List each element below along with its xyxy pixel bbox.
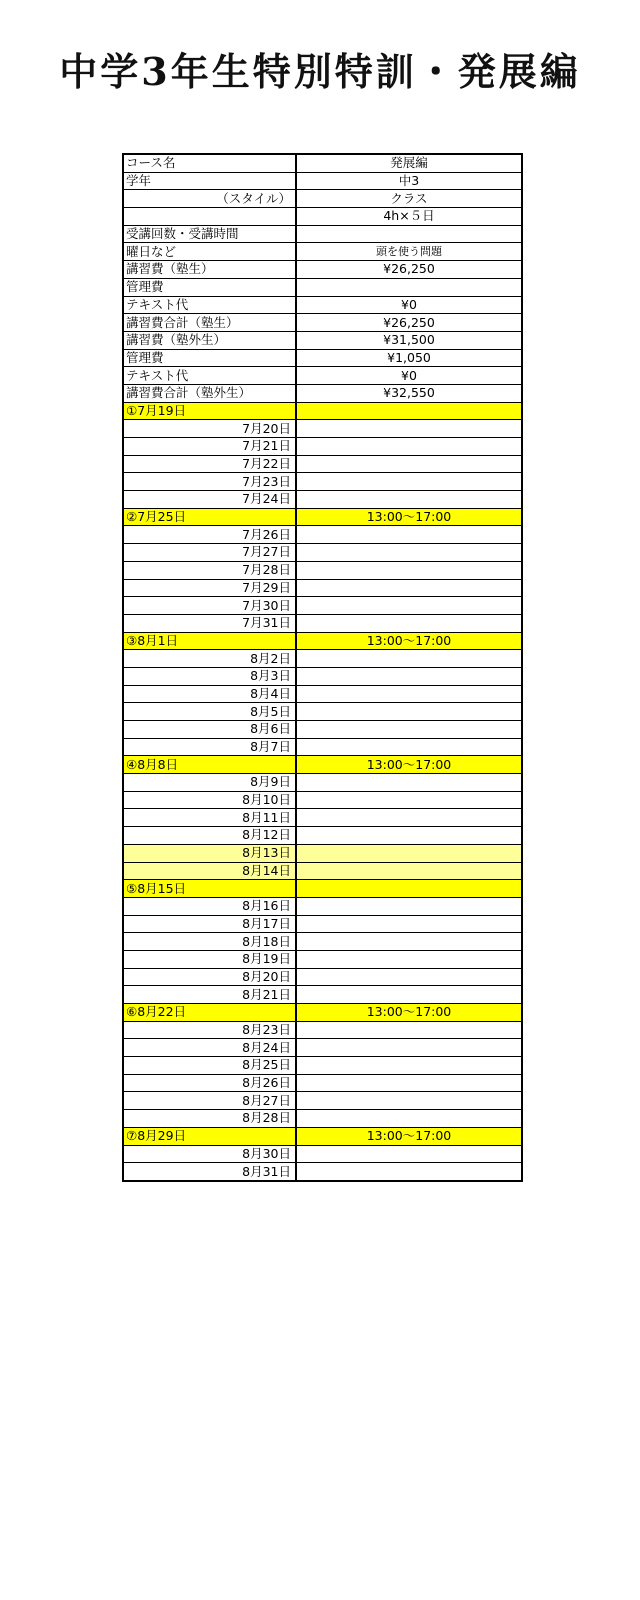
schedule-row <box>123 827 522 845</box>
info-row <box>123 278 522 296</box>
schedule-row <box>123 614 522 632</box>
info-value-cell: ¥31,500 <box>296 331 522 349</box>
schedule-row <box>123 1127 522 1145</box>
schedule-row <box>123 968 522 986</box>
info-value-cell: ¥0 <box>296 367 522 385</box>
date-cell: 8月20日 <box>123 968 296 986</box>
date-cell: 7月20日 <box>123 420 296 438</box>
date-cell: ②7月25日 <box>123 508 296 526</box>
time-cell <box>296 1145 522 1163</box>
schedule-row <box>123 473 522 491</box>
time-cell <box>296 844 522 862</box>
time-cell <box>296 721 522 739</box>
schedule-row <box>123 438 522 456</box>
time-cell <box>296 579 522 597</box>
schedule-row <box>123 526 522 544</box>
schedule-row <box>123 738 522 756</box>
date-cell: 7月27日 <box>123 544 296 562</box>
time-cell <box>296 915 522 933</box>
date-cell: 7月22日 <box>123 455 296 473</box>
course-schedule-table <box>122 153 523 1182</box>
date-cell: 7月23日 <box>123 473 296 491</box>
schedule-row <box>123 544 522 562</box>
schedule-row <box>123 491 522 509</box>
date-cell: 8月3日 <box>123 667 296 685</box>
time-cell <box>296 968 522 986</box>
time-cell <box>296 685 522 703</box>
time-cell <box>296 809 522 827</box>
time-cell <box>296 827 522 845</box>
date-cell: ③8月1日 <box>123 632 296 650</box>
time-cell <box>296 561 522 579</box>
info-value-cell <box>296 278 522 296</box>
date-cell: 7月31日 <box>123 614 296 632</box>
time-cell: 13:00～17:00 <box>296 508 522 526</box>
date-cell: 8月26日 <box>123 1074 296 1092</box>
info-row <box>123 154 522 172</box>
info-value-cell: ¥32,550 <box>296 384 522 402</box>
schedule-row <box>123 1004 522 1022</box>
info-value-cell: 4h×５日 <box>296 208 522 226</box>
time-cell <box>296 438 522 456</box>
time-cell <box>296 1021 522 1039</box>
time-cell <box>296 455 522 473</box>
schedule-row <box>123 508 522 526</box>
info-label-cell: 講習費（塾生） <box>123 261 296 279</box>
schedule-row <box>123 986 522 1004</box>
date-cell: ⑦8月29日 <box>123 1127 296 1145</box>
info-value-cell: 発展編 <box>296 154 522 172</box>
date-cell: 8月24日 <box>123 1039 296 1057</box>
time-cell <box>296 774 522 792</box>
date-cell: 7月24日 <box>123 491 296 509</box>
schedule-row <box>123 1057 522 1075</box>
time-cell: 13:00～17:00 <box>296 756 522 774</box>
time-cell: 13:00～17:00 <box>296 1127 522 1145</box>
schedule-row <box>123 455 522 473</box>
date-cell: 8月16日 <box>123 897 296 915</box>
schedule-row <box>123 915 522 933</box>
date-cell: 8月30日 <box>123 1145 296 1163</box>
time-cell <box>296 544 522 562</box>
schedule-row <box>123 1074 522 1092</box>
date-cell: 8月9日 <box>123 774 296 792</box>
time-cell <box>296 880 522 898</box>
schedule-row <box>123 933 522 951</box>
date-cell: 8月7日 <box>123 738 296 756</box>
schedule-row <box>123 721 522 739</box>
date-cell: 8月2日 <box>123 650 296 668</box>
date-cell: 8月11日 <box>123 809 296 827</box>
time-cell <box>296 526 522 544</box>
schedule-row <box>123 809 522 827</box>
info-label-cell: 講習費（塾外生） <box>123 331 296 349</box>
table-body <box>123 154 522 1181</box>
schedule-row <box>123 420 522 438</box>
info-label-cell: テキスト代 <box>123 367 296 385</box>
date-cell: 8月21日 <box>123 986 296 1004</box>
info-label-cell: 講習費合計（塾生） <box>123 314 296 332</box>
info-value-cell: クラス <box>296 190 522 208</box>
info-label-cell: 曜日など <box>123 243 296 261</box>
schedule-row <box>123 685 522 703</box>
date-cell: ⑥8月22日 <box>123 1004 296 1022</box>
schedule-row <box>123 650 522 668</box>
info-row <box>123 225 522 243</box>
date-cell: 7月26日 <box>123 526 296 544</box>
date-cell: 8月10日 <box>123 791 296 809</box>
date-cell: ⑤8月15日 <box>123 880 296 898</box>
date-cell: 8月13日 <box>123 844 296 862</box>
info-row <box>123 296 522 314</box>
info-row <box>123 314 522 332</box>
info-label-cell: 学年 <box>123 172 296 190</box>
schedule-row <box>123 402 522 420</box>
time-cell <box>296 862 522 880</box>
time-cell <box>296 491 522 509</box>
date-cell: 8月12日 <box>123 827 296 845</box>
time-cell <box>296 933 522 951</box>
info-row <box>123 349 522 367</box>
info-row <box>123 243 522 261</box>
time-cell <box>296 402 522 420</box>
schedule-row <box>123 844 522 862</box>
time-cell: 13:00～17:00 <box>296 1004 522 1022</box>
schedule-row <box>123 862 522 880</box>
date-cell: 8月6日 <box>123 721 296 739</box>
date-cell: 8月27日 <box>123 1092 296 1110</box>
info-label-cell: 管理費 <box>123 278 296 296</box>
schedule-row <box>123 1163 522 1181</box>
date-cell: 8月18日 <box>123 933 296 951</box>
schedule-row <box>123 597 522 615</box>
info-row <box>123 208 522 226</box>
date-cell: ①7月19日 <box>123 402 296 420</box>
info-label-cell: 管理費 <box>123 349 296 367</box>
schedule-row <box>123 1092 522 1110</box>
time-cell <box>296 650 522 668</box>
date-cell: 8月17日 <box>123 915 296 933</box>
schedule-row <box>123 561 522 579</box>
schedule-row <box>123 1021 522 1039</box>
time-cell <box>296 897 522 915</box>
info-row <box>123 384 522 402</box>
time-cell <box>296 420 522 438</box>
time-cell <box>296 1074 522 1092</box>
schedule-row <box>123 897 522 915</box>
info-row <box>123 367 522 385</box>
schedule-row <box>123 950 522 968</box>
info-label-cell: 受講回数・受講時間 <box>123 225 296 243</box>
time-cell <box>296 597 522 615</box>
info-label-cell: コース名 <box>123 154 296 172</box>
date-cell: 7月29日 <box>123 579 296 597</box>
schedule-row <box>123 791 522 809</box>
schedule-row <box>123 1145 522 1163</box>
info-label-cell: テキスト代 <box>123 296 296 314</box>
time-cell <box>296 703 522 721</box>
info-value-cell: 頭を使う問題 <box>296 243 522 261</box>
time-cell <box>296 791 522 809</box>
schedule-row <box>123 1039 522 1057</box>
schedule-row <box>123 756 522 774</box>
time-cell <box>296 667 522 685</box>
time-cell <box>296 614 522 632</box>
time-cell <box>296 1110 522 1128</box>
info-value-cell: ¥0 <box>296 296 522 314</box>
info-label-cell: （スタイル） <box>123 190 296 208</box>
info-label-cell <box>123 208 296 226</box>
date-cell: 7月28日 <box>123 561 296 579</box>
info-value-cell: 中3 <box>296 172 522 190</box>
time-cell <box>296 1039 522 1057</box>
info-value-cell: ¥1,050 <box>296 349 522 367</box>
time-cell <box>296 1163 522 1181</box>
schedule-row <box>123 1110 522 1128</box>
time-cell <box>296 738 522 756</box>
info-value-cell: ¥26,250 <box>296 261 522 279</box>
schedule-row <box>123 774 522 792</box>
date-cell: 8月23日 <box>123 1021 296 1039</box>
date-cell: 8月25日 <box>123 1057 296 1075</box>
info-row <box>123 261 522 279</box>
schedule-row <box>123 667 522 685</box>
time-cell <box>296 473 522 491</box>
time-cell <box>296 950 522 968</box>
date-cell: 8月31日 <box>123 1163 296 1181</box>
schedule-row <box>123 703 522 721</box>
schedule-row <box>123 632 522 650</box>
info-row <box>123 172 522 190</box>
date-cell: 7月21日 <box>123 438 296 456</box>
date-cell: 7月30日 <box>123 597 296 615</box>
schedule-row <box>123 579 522 597</box>
date-cell: ④8月8日 <box>123 756 296 774</box>
schedule-row <box>123 880 522 898</box>
date-cell: 8月28日 <box>123 1110 296 1128</box>
time-cell <box>296 1057 522 1075</box>
info-row <box>123 190 522 208</box>
date-cell: 8月14日 <box>123 862 296 880</box>
info-label-cell: 講習費合計（塾外生） <box>123 384 296 402</box>
info-row <box>123 331 522 349</box>
date-cell: 8月4日 <box>123 685 296 703</box>
info-value-cell <box>296 225 522 243</box>
time-cell <box>296 986 522 1004</box>
time-cell <box>296 1092 522 1110</box>
info-value-cell: ¥26,250 <box>296 314 522 332</box>
page-title: 中学3年生特別特訓・発展編 <box>59 49 581 94</box>
date-cell: 8月19日 <box>123 950 296 968</box>
time-cell: 13:00～17:00 <box>296 632 522 650</box>
date-cell: 8月5日 <box>123 703 296 721</box>
